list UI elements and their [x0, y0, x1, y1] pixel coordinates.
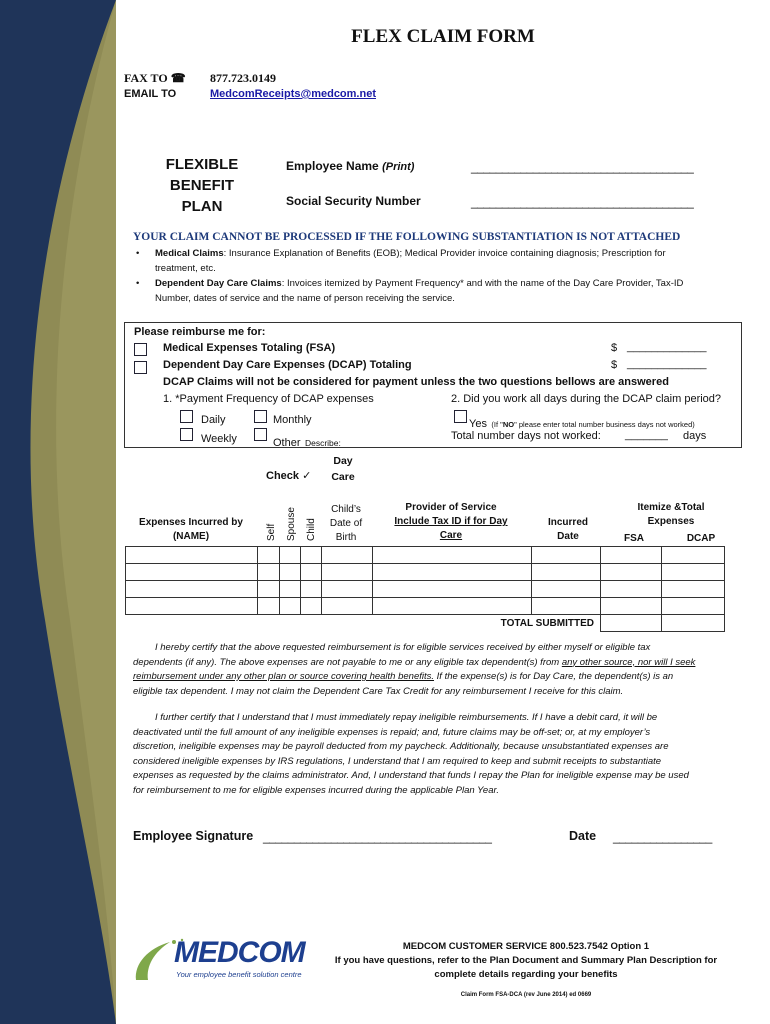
reimburse-heading: Please reimburse me for:	[134, 326, 266, 338]
table-cell[interactable]	[601, 581, 662, 598]
form-title: FLEX CLAIM FORM	[351, 26, 535, 47]
cert-2-line-f: for reimbursement to me for eligible expenses incurred during the applicable Plan Year.	[133, 784, 499, 796]
dob-line1: Child’s	[331, 504, 361, 515]
expenses-header	[126, 516, 256, 544]
itemize-line2: Expenses	[647, 516, 695, 527]
medical-claims-desc-2: treatment, etc.	[155, 263, 216, 274]
cert-1-c-underline: reimbursement under any other plan or source covering health benefits.	[133, 671, 435, 682]
table-cell[interactable]	[258, 547, 280, 564]
provider-header	[378, 501, 524, 543]
yes-checkbox[interactable]	[454, 410, 467, 423]
checkmark-icon: ✓	[302, 470, 312, 482]
table-cell[interactable]	[301, 581, 322, 598]
table-cell[interactable]	[322, 581, 373, 598]
table-cell[interactable]	[373, 598, 532, 615]
cert-2-line-b: deactivated until the full amount of any ineligible expenses is repaid; and, future claims may be off-set; or, at my employer’s	[133, 726, 651, 738]
table-cell[interactable]	[662, 581, 725, 598]
day-care-header	[328, 453, 358, 485]
cert-2-line-c: discretion, ineligible expenses may be payroll deducted from my paycheck. Additionally, because unsubstantiated expenses are	[133, 741, 669, 752]
dob-header	[324, 503, 368, 545]
weekly-label: Weekly	[201, 433, 237, 445]
table-cell[interactable]	[280, 547, 301, 564]
dob-line3: Birth	[335, 532, 357, 543]
provider-line3: Care	[439, 530, 463, 541]
dollar-sign: $	[611, 359, 618, 371]
fax-label-group	[124, 71, 186, 86]
self-header: Self	[266, 523, 277, 541]
medcom-logo	[130, 930, 330, 990]
certification-paragraph-2	[133, 711, 763, 798]
fsa-total-cell[interactable]	[601, 615, 662, 632]
check-header	[266, 469, 311, 482]
employee-name-text: Employee Name	[286, 159, 379, 173]
table-row	[126, 564, 725, 581]
expenses-header-line1: Expenses Incurred by	[139, 517, 243, 528]
signature-field[interactable]: _____________________________________	[263, 830, 492, 844]
fsa-header: FSA	[624, 533, 644, 544]
table-row	[126, 547, 725, 564]
table-cell[interactable]	[601, 547, 662, 564]
plan-title-line2: PLAN	[181, 198, 223, 215]
table-cell[interactable]	[126, 598, 258, 615]
itemize-header	[606, 501, 736, 529]
table-cell[interactable]	[126, 547, 258, 564]
dcap-header: DCAP	[686, 533, 716, 544]
cert-1-line-a: I hereby certify that the above requested reimbursement is for eligible services received by either myself or eligible tax	[155, 642, 651, 653]
table-cell[interactable]	[280, 564, 301, 581]
yes-note-post: " please enter total number business days not worked)	[514, 420, 695, 429]
monthly-checkbox[interactable]	[254, 410, 267, 423]
medical-fsa-label: Medical Expenses Totaling (FSA)	[163, 342, 336, 354]
plan-title-line1: FLEXIBLE BENEFIT	[165, 156, 239, 194]
days-field[interactable]: _______	[625, 429, 668, 441]
incurred-line1: Incurred	[547, 517, 588, 528]
total-row	[126, 615, 725, 632]
table-cell[interactable]	[662, 564, 725, 581]
signature-label: Employee Signature	[133, 829, 254, 843]
check-label: Check	[266, 470, 300, 482]
cert-1-b-underline: any other source, nor will I seek	[561, 656, 696, 668]
dcap-checkbox[interactable]	[134, 361, 147, 374]
expense-table	[125, 546, 725, 632]
plan-title	[132, 154, 272, 217]
medical-amount-field[interactable]: _____________	[627, 341, 707, 353]
day-care-line1: Day	[333, 455, 353, 467]
daily-label: Daily	[201, 414, 226, 426]
table-cell[interactable]	[322, 547, 373, 564]
cert-1-c-text: If the expense(s) is for Day Care, the dependent(s) is an	[434, 671, 674, 682]
questions-line2: complete details regarding your benefits	[434, 969, 618, 980]
ssn-field[interactable]: ____________________________________	[471, 195, 694, 209]
table-cell[interactable]	[373, 581, 532, 598]
bullet-icon: •	[136, 248, 140, 259]
footer-service	[306, 940, 746, 982]
yes-note	[491, 420, 694, 429]
dependent-claims-desc-2: Number, dates of service and the name of person receiving the service.	[155, 293, 455, 304]
dcap-total-cell[interactable]	[662, 615, 725, 632]
daily-checkbox[interactable]	[180, 410, 193, 423]
table-cell[interactable]	[532, 598, 601, 615]
table-cell[interactable]	[258, 581, 280, 598]
dcap-amount-field[interactable]: _____________	[627, 358, 707, 370]
table-cell[interactable]	[301, 547, 322, 564]
question-2: 2. Did you work all days during the DCAP claim period?	[451, 393, 722, 405]
dependent-claims-text	[155, 276, 765, 306]
table-cell[interactable]	[258, 564, 280, 581]
other-row	[273, 433, 341, 451]
table-cell[interactable]	[662, 598, 725, 615]
medical-fsa-checkbox[interactable]	[134, 343, 147, 356]
cert-2-line-d: considered ineligible expenses by IRS regulations, I understand that I am required to keep and submit receipts to substantiate	[133, 755, 662, 767]
incurred-header	[534, 516, 602, 544]
table-cell[interactable]	[532, 564, 601, 581]
day-care-line2: Care	[331, 471, 355, 483]
describe-label: Describe:	[304, 438, 341, 448]
table-cell[interactable]	[280, 598, 301, 615]
telephone-icon: ☎	[170, 71, 186, 85]
medical-claims-label: Medical Claims	[155, 248, 224, 259]
fax-label: FAX TO	[124, 71, 168, 85]
monthly-label: Monthly	[273, 414, 312, 426]
table-cell[interactable]	[301, 598, 322, 615]
cert-1-line-c	[133, 670, 763, 685]
form-content	[116, 0, 770, 1024]
logo-text: MEDCOM	[174, 936, 305, 969]
medical-claims-text	[155, 246, 765, 276]
total-days-label: Total number days not worked:	[451, 430, 601, 442]
dependent-claims-desc: : Invoices itemized by Payment Frequency* and with the name of the Day Care Provider, Tax-ID	[281, 278, 684, 289]
table-cell[interactable]	[532, 581, 601, 598]
child-header: Child	[306, 518, 317, 541]
substantiation-warning: YOUR CLAIM CANNOT BE PROCESSED IF THE FOLLOWING SUBSTANTIATION IS NOT ATTACHED	[133, 231, 681, 243]
question-1: 1. *Payment Frequency of DCAP expenses	[163, 393, 374, 405]
table-cell[interactable]	[126, 564, 258, 581]
customer-service-line: MEDCOM CUSTOMER SERVICE 800.523.7542 Option 1	[402, 941, 650, 952]
expenses-header-line2: (NAME)	[172, 531, 210, 542]
bullet-icon: •	[136, 278, 140, 289]
cert-2-line-e: expenses as requested by the claims administrator. And, I understand that funds I repay the Plan for ineligible expense may be used	[133, 770, 689, 781]
total-submitted-label: TOTAL SUBMITTED	[126, 615, 601, 632]
table-cell[interactable]	[126, 581, 258, 598]
table-cell[interactable]	[258, 598, 280, 615]
cert-2-line-a: I further certify that I understand that I must immediately repay ineligible reimbursements. If I have a debit card, it will be	[155, 712, 658, 723]
date-field[interactable]: ________________	[613, 830, 712, 844]
provider-line1: Provider of Service	[405, 502, 497, 513]
incurred-line2: Date	[557, 531, 579, 542]
other-checkbox[interactable]	[254, 428, 267, 441]
ssn-label: Social Security Number	[286, 194, 421, 208]
other-label: Other	[273, 437, 301, 449]
employee-name-field[interactable]: ____________________________________	[471, 160, 694, 174]
employee-name-hint: (Print)	[382, 161, 415, 173]
dcap-warning: DCAP Claims will not be considered for payment unless the two questions bellows are answered	[163, 376, 669, 388]
weekly-checkbox[interactable]	[180, 428, 193, 441]
table-row	[126, 598, 725, 615]
yes-note-no: NO	[502, 420, 515, 429]
reimburse-box	[124, 322, 742, 448]
yes-label: Yes	[469, 418, 487, 430]
table-cell[interactable]	[532, 547, 601, 564]
email-label: EMAIL TO	[124, 88, 177, 100]
spouse-header: Spouse	[286, 507, 297, 541]
table-cell[interactable]	[280, 581, 301, 598]
logo-tagline: Your employee benefit solution centre	[176, 970, 302, 979]
table-cell[interactable]	[322, 598, 373, 615]
email-link[interactable]: MedcomReceipts@medcom.net	[210, 88, 376, 100]
table-cell[interactable]	[322, 564, 373, 581]
fax-number: 877.723.0149	[210, 71, 276, 85]
table-cell[interactable]	[601, 564, 662, 581]
cert-1-line-d: eligible tax dependent. I may not claim the Dependent Care Tax Credit for any reimbursement I receive for this claim.	[133, 685, 624, 697]
employee-name-label	[286, 159, 414, 173]
questions-line1: If you have questions, refer to the Plan Document and Summary Plan Description for	[334, 955, 718, 966]
table-cell[interactable]	[601, 598, 662, 615]
table-row	[126, 581, 725, 598]
days-label: days	[683, 430, 707, 442]
medical-claims-desc: : Insurance Explanation of Benefits (EOB); Medical Provider invoice containing diagnosis; Prescription for	[223, 248, 666, 259]
decorative-sidebar	[0, 0, 116, 1024]
table-cell[interactable]	[373, 547, 532, 564]
dollar-sign: $	[611, 342, 618, 354]
form-code: Claim Form FSA-DCA (rev June 2014) ed 0669	[460, 992, 592, 998]
certification-paragraph-1	[133, 641, 763, 699]
table-cell[interactable]	[301, 564, 322, 581]
cert-1-line-b	[133, 656, 763, 671]
provider-line2: Include Tax ID if for Day	[394, 516, 508, 527]
table-cell[interactable]	[373, 564, 532, 581]
dob-line2: Date of	[329, 518, 363, 529]
date-label: Date	[569, 829, 597, 843]
itemize-line1: Itemize &Total	[637, 502, 705, 513]
dcap-label: Dependent Day Care Expenses (DCAP) Totaling	[163, 359, 412, 371]
table-cell[interactable]	[662, 547, 725, 564]
yes-note-pre: (If "	[491, 420, 503, 429]
cert-1-b-text: dependents (if any). The above expenses are not payable to me or any eligible tax dependent(s) from	[133, 656, 562, 668]
dependent-claims-label: Dependent Day Care Claims	[155, 278, 282, 289]
